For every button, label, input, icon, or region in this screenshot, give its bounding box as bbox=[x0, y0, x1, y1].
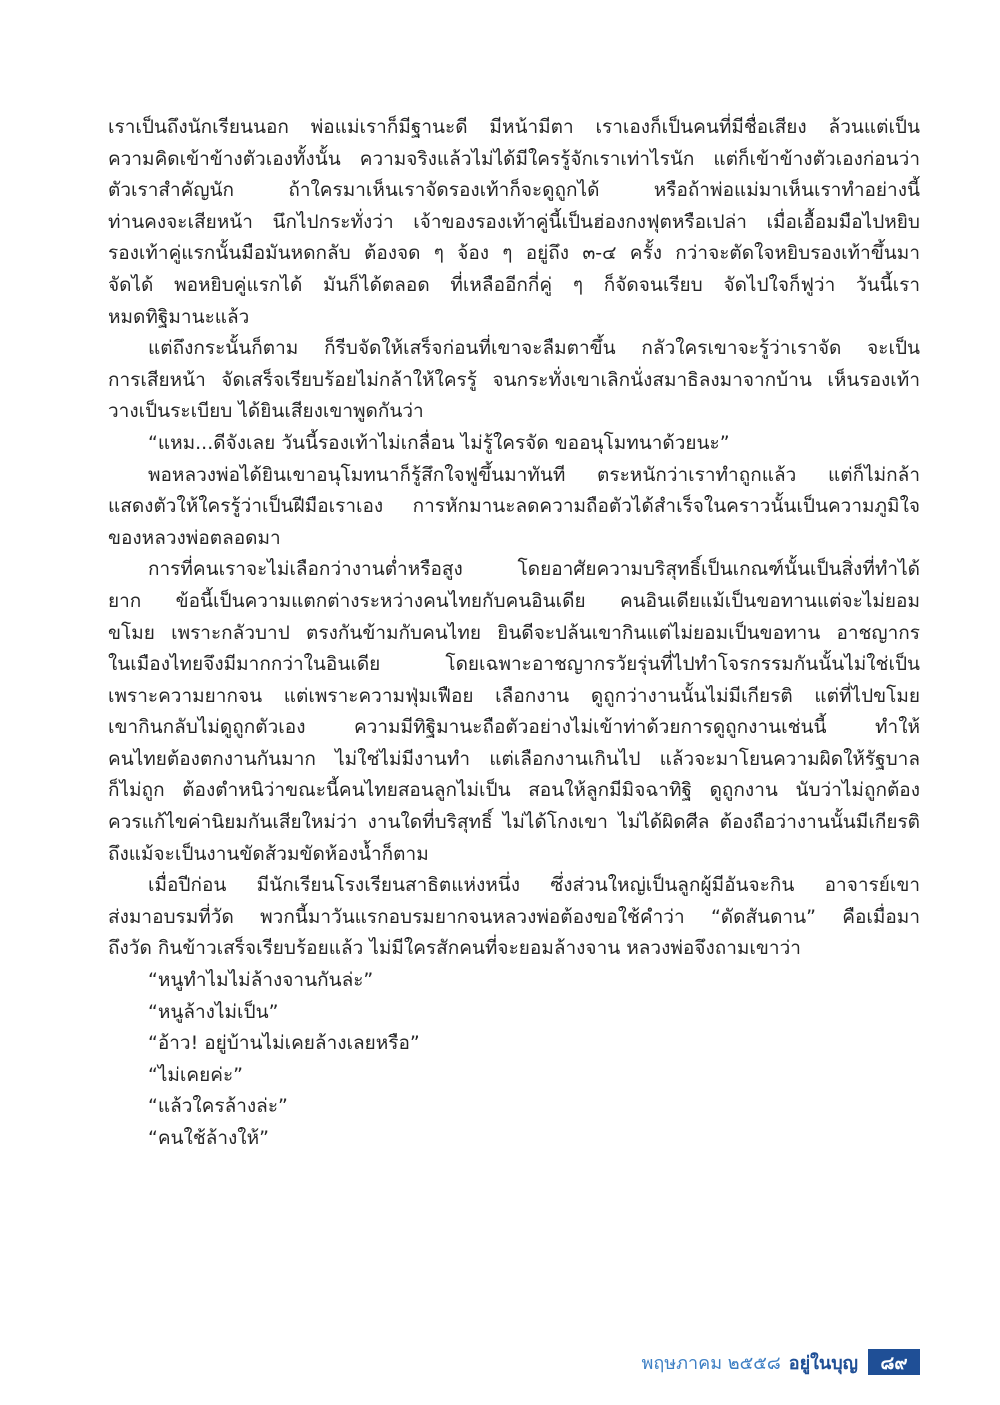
text-line: หมดทิฐิมานะแล้ว bbox=[108, 305, 250, 328]
quote-line: “แหม...ดีจังเลย วันนี้รองเท้าไม่เกลื่อน ไม่รู้ใครจัด ขออนุโมทนาด้วยนะ” bbox=[148, 431, 730, 454]
page-number: ๘๙ bbox=[868, 1349, 920, 1375]
dialogue-line: “หนูทำไมไม่ล้างจานกันล่ะ” bbox=[148, 969, 374, 992]
text-line: ถึงแม้จะเป็นงานขัดส้วมขัดห้องน้ำก็ตาม bbox=[108, 842, 429, 865]
dialogue-line: “แล้วใครล้างล่ะ” bbox=[148, 1095, 288, 1118]
dialogue-line: “หนูล้างไม่เป็น” bbox=[148, 1000, 279, 1023]
text-line: คนไทยต้องตกงานกันมาก ไม่ใช่ไม่มีงานทำ แต่เลือกงานเกินไป แล้วจะมาโยนความผิดให้รัฐบาล bbox=[108, 747, 920, 770]
text-line: ท่านคงจะเสียหน้า นึกไปกระทั่งว่า เจ้าของรองเท้าคู่นี้เป็นฮ่องกงฟุตหรือเปล่า เมื่อเอื้อมมือไปหยิบ bbox=[108, 210, 920, 233]
article-body bbox=[108, 112, 920, 1155]
text-line: วางเป็นระเบียบ ได้ยินเสียงเขาพูดกันว่า bbox=[108, 400, 424, 423]
dialogue-line: “ไม่เคยค่ะ” bbox=[148, 1063, 244, 1086]
text-line: ส่งมาอบรมที่วัด พวกนี้มาวันแรกอบรมยากจนหลวงพ่อต้องขอใช้คำว่า “ดัดสันดาน” คือเมื่อมา bbox=[108, 905, 920, 928]
text-line: รองเท้าคู่แรกนั้นมือมันหดกลับ ต้องจด ๆ จ้อง ๆ อยู่ถึง ๓-๔ ครั้ง กว่าจะตัดใจหยิบรองเท้าขึ้นมา bbox=[108, 242, 920, 265]
text-line: ของหลวงพ่อตลอดมา bbox=[108, 526, 281, 549]
text-line: ก็ไม่ถูก ต้องตำหนิว่าขณะนี้คนไทยสอนลูกไม่เป็น สอนให้ลูกมีมิจฉาทิฐิ ดูถูกงาน นับว่าไม่ถูกต้อง bbox=[108, 779, 920, 802]
page-footer bbox=[610, 1348, 920, 1376]
text-line: ในเมืองไทยจึงมีมากกว่าในอินเดีย โดยเฉพาะอาชญากรวัยรุ่นที่ไปทำโจรกรรมกันนั้นไม่ใช่เป็น bbox=[108, 653, 920, 676]
text-line: แสดงตัวให้ใครรู้ว่าเป็นฝีมือเราเอง การหักมานะลดความถือตัวได้สำเร็จในคราวนั้นเป็นความภูมิใจ bbox=[108, 495, 920, 518]
text-line: เราเป็นถึงนักเรียนนอก พ่อแม่เราก็มีฐานะดี มีหน้ามีตา เราเองก็เป็นคนที่มีชื่อเสียง ล้วนแต่เป็น bbox=[108, 116, 920, 138]
text-line: ตัวเราสำคัญนัก ถ้าใครมาเห็นเราจัดรองเท้าก็จะดูถูกได้ หรือถ้าพ่อแม่มาเห็นเราทำอย่างนี้ bbox=[108, 179, 920, 202]
text-line: ถึงวัด กินข้าวเสร็จเรียบร้อยแล้ว ไม่มีใครสักคนที่จะยอมล้างจาน หลวงพ่อจึงถามเขาว่า bbox=[108, 937, 801, 960]
paragraph-first-line: การที่คนเราจะไม่เลือกว่างานต่ำหรือสูง โดยอาศัยความบริสุทธิ์เป็นเกณฑ์นั้นเป็นสิ่งที่ทำได้ bbox=[148, 558, 920, 581]
dialogue-line: “อ้าว! อยู่บ้านไม่เคยล้างเลยหรือ” bbox=[148, 1032, 420, 1055]
text-line: ยาก ข้อนี้เป็นความแตกต่างระหว่างคนไทยกับคนอินเดีย คนอินเดียแม้เป็นขอทานแต่จะไม่ยอม bbox=[108, 589, 920, 612]
paragraph-first-line: เมื่อปีก่อน มีนักเรียนโรงเรียนสาธิตแห่งหนึ่ง ซึ่งส่วนใหญ่เป็นลูกผู้มีอันจะกิน อาจารย์เขา bbox=[148, 874, 920, 897]
text-line: เพราะความยากจน แต่เพราะความฟุ่มเฟือย เลือกงาน ดูถูกว่างานนั้นไม่มีเกียรติ แต่ที่ไปขโมย bbox=[108, 684, 920, 707]
paragraph-first-line: พอหลวงพ่อได้ยินเขาอนุโมทนาก็รู้สึกใจฟูขึ้นมาทันที ตระหนักว่าเราทำถูกแล้ว แต่ก็ไม่กล้า bbox=[148, 463, 920, 486]
text-line: เขากินกลับไม่ดูถูกตัวเอง ความมีทิฐิมานะถือตัวอย่างไม่เข้าท่าด้วยการดูถูกงานเช่นนี้ ทำให้ bbox=[108, 716, 920, 739]
text-line: ควรแก้ไขค่านิยมกันเสียใหม่ว่า งานใดที่บริสุทธิ์ ไม่ได้โกงเขา ไม่ได้ผิดศีล ต้องถือว่างานนั้นมีเกียรติ bbox=[108, 811, 920, 834]
text-line: ขโมย เพราะกลัวบาป ตรงกันข้ามกับคนไทย ยินดีจะปล้นเขากินแต่ไม่ยอมเป็นขอทาน อาชญากร bbox=[108, 621, 920, 644]
dialogue-line: “คนใช้ล้างให้” bbox=[148, 1127, 269, 1149]
issue-date: พฤษภาคม ๒๕๕๘ bbox=[641, 1352, 781, 1374]
text-line: การเสียหน้า จัดเสร็จเรียบร้อยไม่กล้าให้ใครรู้ จนกระทั่งเขาเลิกนั่งสมาธิลงมาจากบ้าน เห็นรองเท้า bbox=[108, 368, 920, 391]
text-line: จัดได้ พอหยิบคู่แรกได้ มันก็ได้ตลอด ที่เหลืออีกกี่คู่ ๆ ก็จัดจนเรียบ จัดไปใจก็ฟูว่า วันนี้เรา bbox=[108, 273, 920, 296]
magazine-title: อยู่ในบุญ bbox=[788, 1352, 858, 1374]
paragraph-first-line: แต่ถึงกระนั้นก็ตาม ก็รีบจัดให้เสร็จก่อนที่เขาจะลืมตาขึ้น กลัวใครเขาจะรู้ว่าเราจัด จะเป็น bbox=[148, 337, 920, 360]
text-line: ความคิดเข้าข้างตัวเองทั้งนั้น ความจริงแล้วไม่ได้มีใครรู้จักเราเท่าไรนัก แต่ก็เข้าข้างตัวเองก่อนว่า bbox=[108, 147, 920, 170]
